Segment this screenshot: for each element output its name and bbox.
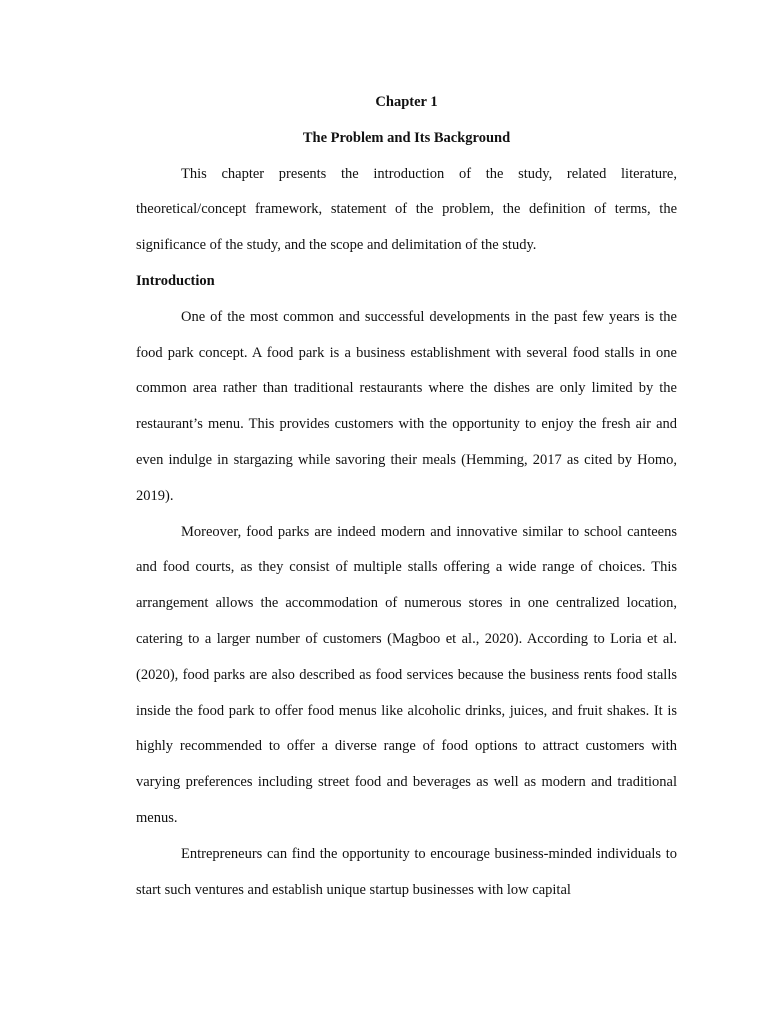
section-heading-introduction: Introduction [136, 272, 215, 289]
body-paragraph-2: Moreover, food parks are indeed modern and innovative similar to school canteens and food courts, as they consist of multiple stalls offering a wide range of choices. This arrangement allows the accommodation of numerous stores in one centralized location, catering to a larger number of customers (Magboo et al., 2020). According to Loria et al. (2020), food parks are also described as food services because the business rents food stalls inside the food park to offer food menus like alcoholic drinks, juices, and fruit shakes. It is highly recommended to offer a diverse range of food options to attract customers with varying preferences including street food and beverages as well as modern and traditional menus. [136, 523, 677, 826]
document-body [136, 85, 677, 908]
body-paragraph-3: Entrepreneurs can find the opportunity to encourage business-minded individuals to start such ventures and establish unique startup businesses with low capital [136, 845, 677, 898]
chapter-number: Chapter 1 [375, 94, 438, 110]
intro-paragraph: This chapter presents the introduction of the study, related literature, theoretical/concept framework, statement of the problem, the definition of terms, the significance of the study, and the scope and delimitation of the study. [136, 165, 677, 254]
body-paragraph-1: One of the most common and successful developments in the past few years is the food park concept. A food park is a business establishment with several food stalls in one common area rather than traditional restaurants where the dishes are only limited by the restaurant’s menu. This provides customers with the opportunity to enjoy the fresh air and even indulge in stargazing while savoring their meals (Hemming, 2017 as cited by Homo, 2019). [136, 308, 677, 504]
chapter-title: The Problem and Its Background [302, 129, 511, 146]
